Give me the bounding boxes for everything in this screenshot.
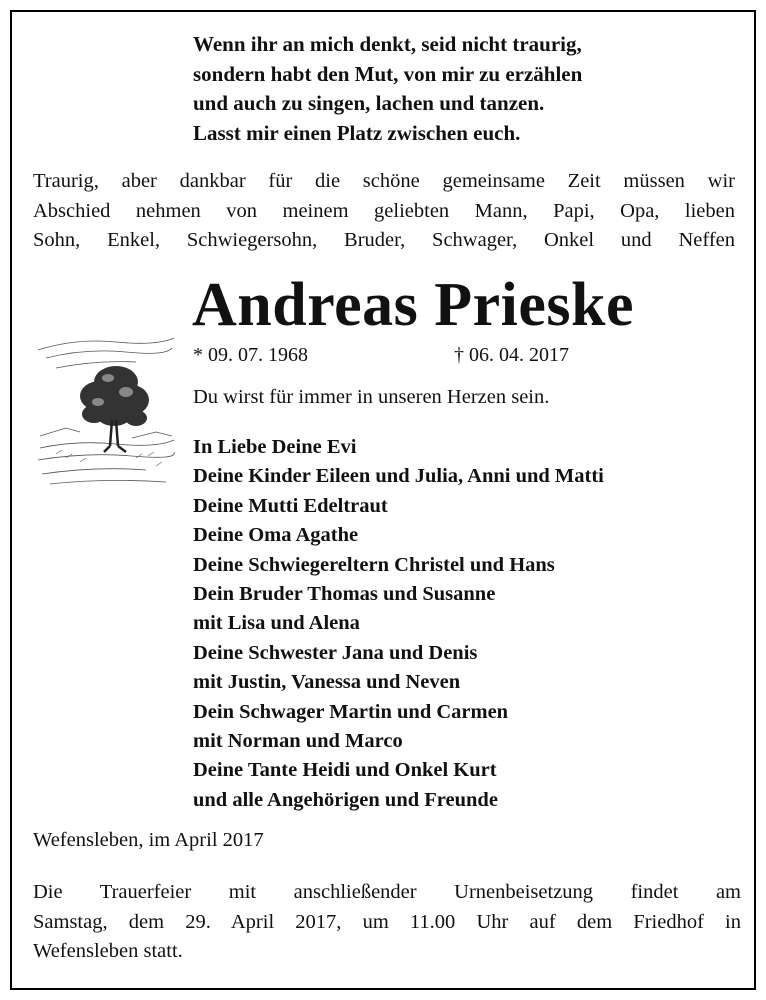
- poem-line: Lasst mir einen Platz zwischen euch.: [193, 120, 521, 145]
- mourners-list: [193, 433, 604, 815]
- mourner-line: Dein Bruder Thomas und Susanne: [193, 583, 496, 606]
- place-date: Wefensleben, im April 2017: [33, 829, 264, 851]
- mourner-line: Dein Schwager Martin und Carmen: [193, 700, 509, 723]
- motto: Du wirst für immer in unseren Herzen sein.: [193, 386, 550, 408]
- tree-sketch-image: [36, 328, 176, 494]
- mourner-line: Deine Oma Agathe: [193, 524, 359, 547]
- poem-line: Wenn ihr an mich denkt, seid nicht traurig,: [193, 32, 582, 56]
- birth-date: * 09. 07. 1968: [193, 344, 308, 366]
- poem: [193, 30, 582, 148]
- mourner-line: Deine Schwiegereltern Christel und Hans: [193, 553, 555, 576]
- intro-line: Sohn, Enkel, Schwiegersohn, Bruder, Schwager, Onkel und Neffen: [33, 229, 735, 251]
- mourner-line: Deine Schwester Jana und Denis: [193, 641, 478, 664]
- poem-line: und auch zu singen, lachen und tanzen.: [193, 91, 545, 115]
- deceased-name: Andreas Prieske: [192, 271, 635, 339]
- funeral-line: Wefensleben statt.: [33, 940, 183, 962]
- mourner-line: Deine Mutti Edeltraut: [193, 494, 388, 517]
- intro-line: Abschied nehmen von meinem geliebten Mann, Papi, Opa, lieben: [33, 199, 735, 222]
- mourner-line: mit Norman und Marco: [193, 730, 403, 753]
- mourner-line: Deine Tante Heidi und Onkel Kurt: [193, 759, 497, 782]
- funeral-line: Die Trauerfeier mit anschließender Urnenbeisetzung findet am: [33, 881, 741, 903]
- death-date: † 06. 04. 2017: [454, 344, 569, 366]
- mourner-line: In Liebe Deine Evi: [193, 436, 357, 458]
- funeral-line: Samstag, dem 29. April 2017, um 11.00 Uhr auf dem Friedhof in: [33, 910, 741, 933]
- mourner-line: Deine Kinder Eileen und Julia, Anni und Matti: [193, 465, 604, 488]
- poem-line: sondern habt den Mut, von mir zu erzählen: [193, 61, 583, 86]
- mourner-line: und alle Angehörigen und Freunde: [193, 788, 498, 811]
- intro-line: Traurig, aber dankbar für die schöne gemeinsame Zeit müssen wir: [33, 170, 735, 192]
- mourner-line: mit Lisa und Alena: [193, 612, 360, 635]
- funeral-info: [33, 878, 741, 967]
- intro-text: [33, 167, 735, 256]
- mourner-line: mit Justin, Vanessa und Neven: [193, 671, 461, 694]
